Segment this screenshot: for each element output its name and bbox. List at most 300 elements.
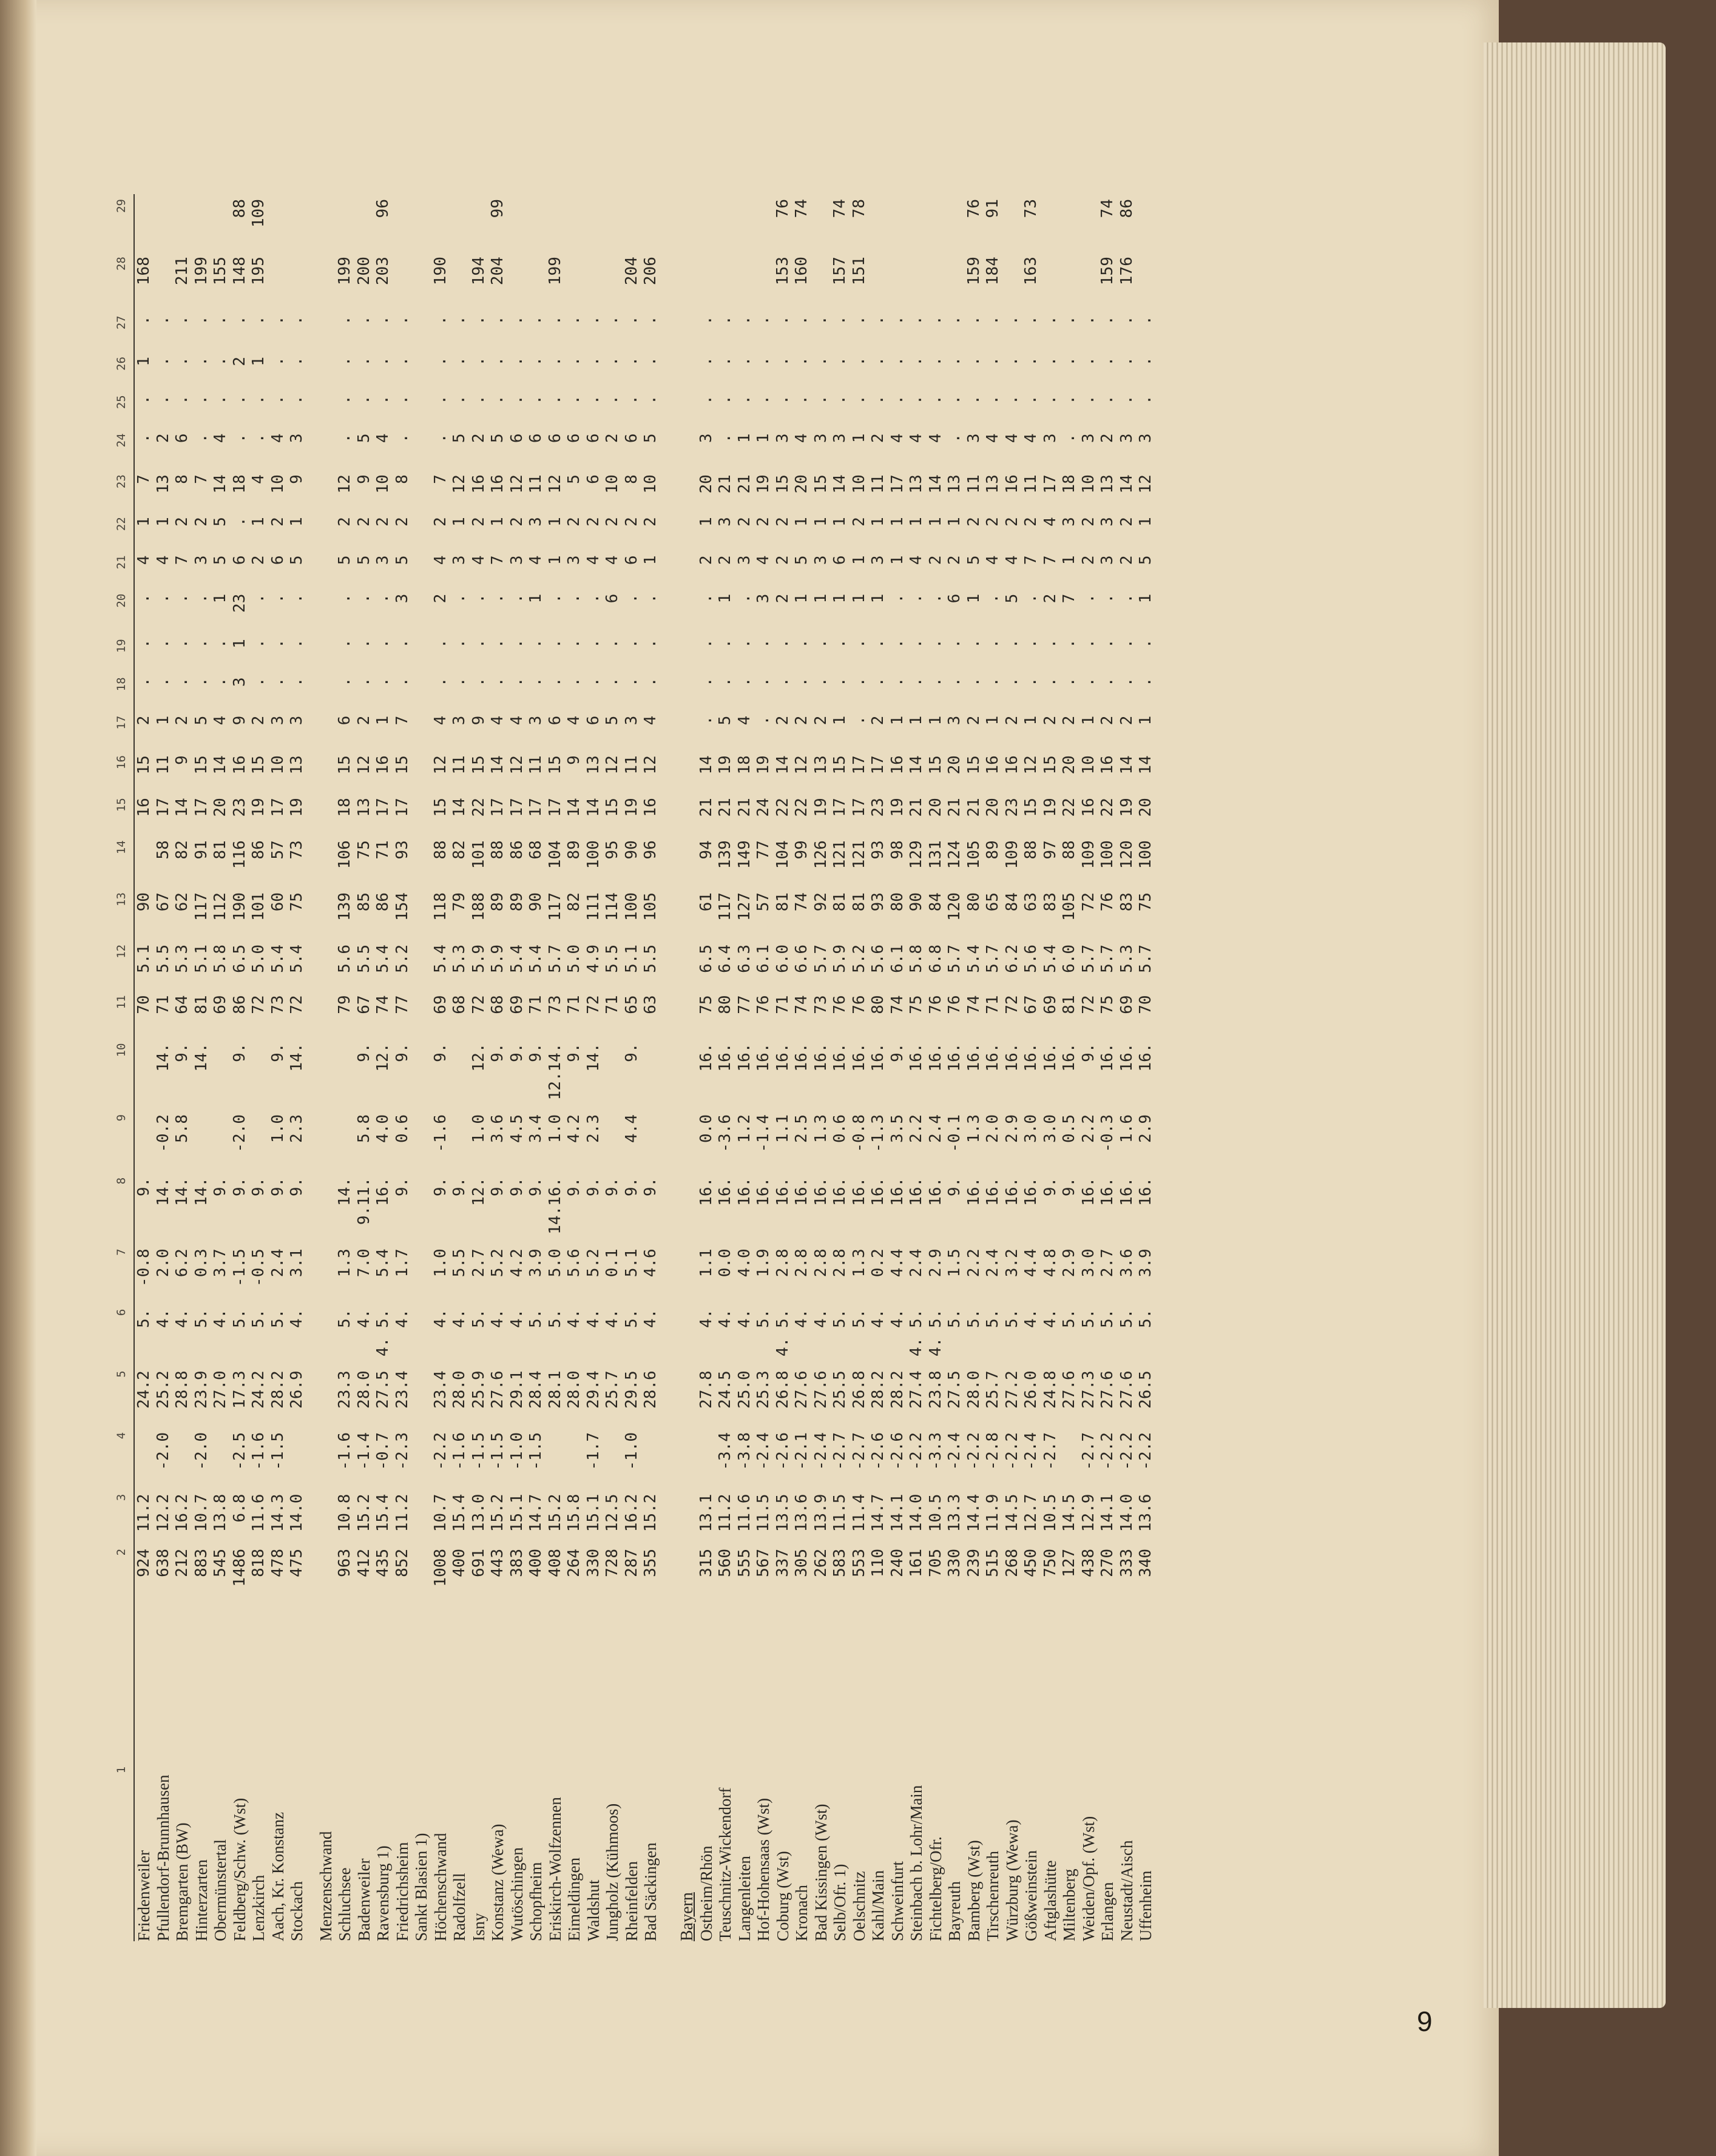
cell-c22: 2 — [431, 517, 450, 527]
cell-c6: 5. — [135, 1309, 153, 1328]
cell-c14: 75 — [354, 840, 373, 860]
cell-c5: 26.5 — [1137, 1370, 1155, 1409]
cell-c8: 9. — [488, 1177, 507, 1197]
station-name: Selb/Ofr. 1) — [831, 1864, 849, 1941]
cell-c10: 9. — [507, 1043, 526, 1062]
cell-c19: . — [792, 639, 811, 648]
cell-c24: . — [230, 433, 249, 443]
table-row — [527, 194, 546, 1941]
cell-c14: 109 — [1079, 840, 1098, 869]
table-row — [355, 194, 374, 1941]
cell-c20 — [412, 589, 431, 635]
cell-c4 — [641, 1427, 661, 1489]
cell-c20 — [317, 589, 336, 635]
cell-c8: 16. — [374, 1177, 392, 1206]
cell-c17: 2 — [1117, 715, 1136, 726]
cell-c4 — [1060, 1427, 1079, 1489]
cell-c18: . — [926, 677, 945, 687]
cell-c25: . — [641, 395, 660, 405]
cell-c5: 26.9 — [288, 1370, 306, 1409]
cell-c8: 14. — [192, 1177, 211, 1206]
cell-c18: . — [622, 677, 641, 687]
cell-c13: 84 — [1002, 892, 1021, 912]
cell-c20: 2 — [773, 593, 792, 604]
cell-c22: 2 — [192, 517, 211, 527]
cell-c20: 1 — [527, 593, 545, 604]
cell-c26: . — [1002, 357, 1021, 366]
cell-c6: 5. — [622, 1309, 641, 1328]
cell-c20: 1 — [869, 593, 887, 604]
cell-c9 — [641, 1110, 661, 1173]
cell-c26: . — [926, 357, 945, 366]
cell-c18: . — [173, 677, 191, 687]
cell-c22: 1 — [135, 517, 153, 527]
cell-c3: 14.7 — [869, 1494, 887, 1532]
cell-c26: . — [565, 357, 583, 366]
cell-c22: 3 — [1098, 517, 1116, 527]
cell-c15: 23 — [1002, 798, 1021, 817]
cell-c16: 15 — [192, 755, 211, 775]
cell-c18: . — [811, 677, 830, 687]
station-name: Bremgarten (BW) — [173, 1822, 191, 1941]
cell-c12: 5.1 — [622, 944, 641, 973]
cell-c14: 86 — [507, 840, 526, 860]
cell-c28: 151 — [850, 257, 868, 286]
cell-c17 — [317, 711, 336, 751]
station-name: Bad Kissingen (Wst) — [811, 1804, 830, 1941]
cell-c11: 75 — [907, 995, 925, 1014]
cell-c28: 159 — [1098, 257, 1116, 286]
cell-c29: 91 — [984, 199, 1002, 218]
cell-c24: . — [945, 433, 964, 443]
cell-c19: . — [584, 639, 603, 648]
cell-c2: 264 — [565, 1548, 583, 1577]
cell-c2: 262 — [811, 1548, 830, 1577]
station-name: Isny — [469, 1913, 488, 1941]
cell-c21: 2 — [773, 555, 792, 565]
cell-c20: . — [173, 593, 191, 604]
cell-c29 — [888, 194, 908, 252]
cell-c20: 6 — [603, 593, 621, 604]
cell-c13: 111 — [584, 892, 603, 921]
cell-c11: 65 — [622, 995, 641, 1014]
cell-c14: 121 — [850, 840, 868, 869]
cell-c14: 96 — [641, 840, 660, 860]
cell-c18: . — [1098, 677, 1116, 687]
cell-c4 — [317, 1427, 336, 1489]
station-name: Tirschenreuth — [984, 1851, 1002, 1941]
cell-c5: 28.0 — [450, 1370, 468, 1409]
cell-c22: 2 — [584, 517, 603, 527]
cell-c5: 28.2 — [869, 1370, 887, 1409]
cell-c4: -1.6 — [450, 1432, 468, 1470]
cell-c4: -2.2 — [964, 1432, 983, 1470]
cell-c15: 17 — [192, 798, 211, 817]
cell-c29 — [1003, 194, 1022, 252]
cell-c24: 4 — [1022, 433, 1040, 443]
cell-c19: . — [1079, 639, 1098, 648]
cell-c27: . — [135, 315, 153, 325]
cell-c13: 86 — [374, 892, 392, 912]
cell-c14 — [412, 835, 431, 888]
cell-c11: 73 — [811, 995, 830, 1014]
cell-c29 — [584, 194, 604, 252]
cell-c6: 5. — [192, 1309, 211, 1328]
cell-c11: 71 — [565, 995, 583, 1014]
cell-c21: 4 — [754, 555, 772, 565]
cell-c8: 16. — [1079, 1177, 1098, 1206]
cell-c22: 2 — [984, 517, 1002, 527]
cell-c22: 1 — [154, 517, 172, 527]
cell-c11: 64 — [173, 995, 191, 1014]
cell-c23: 12 — [336, 474, 354, 494]
cell-c25: . — [393, 395, 411, 405]
cell-c7: 3.0 — [1079, 1248, 1098, 1278]
cell-c3: 14.0 — [1117, 1494, 1136, 1532]
cell-c26: . — [622, 357, 641, 366]
cell-c2: 545 — [211, 1548, 229, 1577]
table-row — [850, 194, 870, 1941]
cell-c6: 5. — [336, 1309, 354, 1328]
cell-c4: -1.6 — [249, 1432, 268, 1470]
cell-c7: 1.3 — [336, 1248, 354, 1278]
cell-c17: . — [850, 715, 868, 726]
cell-c11: 76 — [926, 995, 945, 1014]
cell-c14: 93 — [869, 840, 887, 860]
cell-c21: 4 — [527, 555, 545, 565]
cell-c15: 17 — [488, 798, 507, 817]
cell-c18: . — [773, 677, 792, 687]
cell-c8: 9.11. — [354, 1177, 373, 1225]
cell-c19: . — [374, 639, 392, 648]
cell-c12: 5.0 — [565, 944, 583, 973]
cell-c24: . — [1060, 433, 1078, 443]
cell-c17: 1 — [1079, 715, 1098, 726]
cell-c2: 475 — [288, 1548, 306, 1577]
cell-c20: 6 — [945, 593, 964, 604]
cell-c9: 2.9 — [1137, 1114, 1155, 1143]
cell-c10: 12. — [374, 1043, 392, 1072]
cell-c26: . — [546, 357, 564, 366]
cell-c7: 2.8 — [773, 1248, 792, 1278]
cell-c2: 268 — [1002, 1548, 1021, 1577]
cell-c11: 71 — [527, 995, 545, 1014]
cell-c20: . — [268, 593, 287, 604]
cell-c20: . — [1117, 593, 1136, 604]
cell-c6: 5. — [230, 1309, 249, 1328]
cell-c25: . — [773, 395, 792, 405]
cell-c28: 157 — [831, 257, 849, 286]
column-number: 22 — [103, 512, 134, 550]
cell-c4: -1.5 — [268, 1432, 287, 1470]
cell-c15: 16 — [135, 798, 153, 817]
cell-c27: . — [1098, 315, 1116, 325]
cell-c12: 5.1 — [135, 944, 153, 973]
cell-c13: 76 — [1098, 892, 1116, 912]
cell-c17: 4 — [211, 715, 229, 726]
column-number: 24 — [103, 428, 134, 470]
cell-c12: 5.7 — [984, 944, 1002, 973]
cell-c21: 4 — [584, 555, 603, 565]
cell-c4: -3.4 — [716, 1432, 734, 1470]
cell-c26: 1 — [249, 357, 268, 366]
cell-c13: 81 — [773, 892, 792, 912]
cell-c7: 5.0 — [546, 1248, 564, 1278]
cell-c21: 5 — [354, 555, 373, 565]
cell-c26: . — [984, 357, 1002, 366]
cell-c23: 7 — [431, 474, 450, 484]
cell-c12: 6.0 — [773, 944, 792, 973]
cell-c10: 16. — [697, 1043, 715, 1072]
cell-c22: . — [230, 517, 249, 527]
cell-c19: . — [945, 639, 964, 648]
cell-c27: . — [469, 315, 488, 325]
cell-c23: 11 — [964, 474, 983, 494]
cell-c15: 19 — [1041, 798, 1059, 817]
cell-c15: 19 — [622, 798, 641, 817]
cell-c12: 5.5 — [603, 944, 621, 973]
cell-c15: 21 — [735, 798, 754, 817]
cell-c7: 2.9 — [1060, 1248, 1078, 1278]
cell-c6: 4. — [507, 1309, 526, 1328]
cell-c22: 2 — [393, 517, 411, 527]
cell-c3: 11.2 — [393, 1494, 411, 1532]
cell-c27: . — [546, 315, 564, 325]
cell-c11: 77 — [393, 995, 411, 1014]
station-name: Schopfheim — [527, 1862, 545, 1941]
cell-c20: . — [641, 593, 660, 604]
cell-c12: 5.9 — [488, 944, 507, 973]
cell-c13: 112 — [211, 892, 229, 921]
cell-c4: -3.3 — [926, 1432, 945, 1470]
cell-c17: 1 — [926, 715, 945, 726]
column-number: 20 — [103, 589, 134, 635]
table-row — [470, 194, 489, 1941]
cell-c3: 15.2 — [354, 1494, 373, 1532]
cell-c22: 2 — [336, 517, 354, 527]
cell-c26: 2 — [230, 357, 249, 366]
cell-c3: 13.3 — [945, 1494, 964, 1532]
cell-c26: . — [507, 357, 526, 366]
cell-c21: 3 — [507, 555, 526, 565]
table-row — [249, 194, 269, 1941]
cell-c6 — [317, 1304, 336, 1366]
cell-c14: 100 — [584, 840, 603, 869]
cell-c25: . — [268, 395, 287, 405]
cell-c24: 6 — [546, 433, 564, 443]
book-page-edges — [1484, 42, 1666, 2008]
cell-c6: 4. — [697, 1309, 715, 1328]
cell-c27: . — [1022, 315, 1040, 325]
cell-c18: . — [431, 677, 450, 687]
cell-c4: -2.5 — [230, 1432, 249, 1470]
cell-c13: 188 — [469, 892, 488, 921]
cell-c7: 4.0 — [735, 1248, 754, 1278]
cell-c21: 3 — [450, 555, 468, 565]
cell-c7: 1.7 — [393, 1248, 411, 1278]
cell-c14: 104 — [773, 840, 792, 869]
cell-c6: 4. 5. — [773, 1309, 792, 1356]
cell-c8: 16. — [1022, 1177, 1040, 1206]
cell-c29 — [154, 194, 174, 252]
cell-c2: 555 — [735, 1548, 754, 1577]
cell-c8: 9. — [945, 1177, 964, 1197]
cell-c27: . — [811, 315, 830, 325]
station-name: Schweinfurt — [888, 1861, 907, 1941]
cell-c24: 2 — [469, 433, 488, 443]
cell-c23: 16 — [488, 474, 507, 494]
cell-c13: 90 — [527, 892, 545, 912]
cell-c2: 127 — [1060, 1548, 1078, 1577]
cell-c24: 6 — [507, 433, 526, 443]
cell-c11: 74 — [888, 995, 907, 1014]
cell-c5 — [317, 1366, 336, 1427]
station-name: Teuschnitz-Wickendorf — [716, 1787, 734, 1941]
cell-c19: . — [431, 639, 450, 648]
cell-c12: 5.4 — [507, 944, 526, 973]
cell-c4: -2.6 — [888, 1432, 907, 1470]
cell-c17: 2 — [1002, 715, 1021, 726]
cell-c3: 15.8 — [565, 1494, 583, 1532]
cell-c25: . — [527, 395, 545, 405]
table-row — [412, 194, 431, 1941]
cell-c4: -2.8 — [984, 1432, 1002, 1470]
cell-c14: 100 — [1137, 840, 1155, 869]
cell-c11: 74 — [792, 995, 811, 1014]
station-name: Eriskirch-Wolfzennen — [546, 1797, 564, 1941]
cell-c4 — [412, 1427, 431, 1489]
cell-c26: . — [773, 357, 792, 366]
cell-c24: 5 — [354, 433, 373, 443]
cell-c12: 5.4 — [431, 944, 450, 973]
cell-c24: 4 — [374, 433, 392, 443]
cell-c5: 28.0 — [354, 1370, 373, 1409]
cell-c5: 27.3 — [1079, 1370, 1098, 1409]
cell-c9 — [211, 1110, 231, 1173]
cell-c25: . — [192, 395, 211, 405]
cell-c8: 16. — [735, 1177, 754, 1206]
cell-c7: 3.9 — [527, 1248, 545, 1278]
table-row — [1022, 194, 1041, 1941]
cell-c14: 88 — [1060, 840, 1078, 860]
cell-c10: 16. — [907, 1043, 925, 1072]
table-row — [1041, 194, 1061, 1941]
cell-c20: . — [336, 593, 354, 604]
cell-c5: 23.8 — [926, 1370, 945, 1409]
cell-c23: 13 — [984, 474, 1002, 494]
cell-c28: 211 — [173, 257, 191, 286]
cell-c18: . — [888, 677, 907, 687]
cell-c15: 19 — [888, 798, 907, 817]
cell-c27: . — [716, 315, 734, 325]
station-name: Kronach — [792, 1885, 811, 1941]
cell-c3: 12.5 — [603, 1494, 621, 1532]
cell-c23: 7 — [192, 474, 211, 484]
table-row — [336, 194, 355, 1941]
cell-c4: -2.0 — [154, 1432, 172, 1470]
cell-c28 — [1041, 252, 1061, 311]
cell-c5 — [412, 1366, 431, 1427]
cell-c13: 82 — [565, 892, 583, 912]
cell-c23: 18 — [1060, 474, 1078, 494]
cell-c13: 75 — [1137, 892, 1155, 912]
cell-c4: -1.0 — [507, 1432, 526, 1470]
column-number: 4 — [103, 1427, 134, 1489]
cell-c6: 4. — [431, 1309, 450, 1328]
cell-c17: 1 — [831, 715, 849, 726]
cell-c28 — [450, 252, 470, 311]
cell-c2: 705 — [926, 1548, 945, 1577]
cell-c9: 4.2 — [565, 1114, 583, 1143]
cell-c10: 9. — [268, 1043, 287, 1062]
cell-c6: 4. — [565, 1309, 583, 1328]
cell-c5: 25.7 — [984, 1370, 1002, 1409]
cell-c22: 1 — [697, 517, 715, 527]
cell-c10: 16. — [1002, 1043, 1021, 1072]
cell-c14: 149 — [735, 840, 754, 869]
cell-c13: 62 — [173, 892, 191, 912]
table-row — [450, 194, 470, 1941]
cell-c5: 27.6 — [792, 1370, 811, 1409]
cell-c28 — [508, 252, 527, 311]
cell-c10: 14. — [192, 1043, 211, 1072]
cell-c14: 71 — [374, 840, 392, 860]
cell-c10 — [412, 1039, 431, 1110]
table-row — [812, 194, 831, 1941]
cell-c20: . — [374, 593, 392, 604]
cell-c26: . — [288, 357, 306, 366]
cell-c10: 12. — [469, 1043, 488, 1072]
cell-c7: 1.0 — [431, 1248, 450, 1278]
cell-c5: 28.6 — [641, 1370, 660, 1409]
cell-c16: 14 — [1117, 755, 1136, 775]
column-number: 9 — [103, 1110, 134, 1173]
cell-c3: 14.5 — [1060, 1494, 1078, 1532]
cell-c3: 11.6 — [249, 1494, 268, 1532]
cell-c11: 68 — [488, 995, 507, 1014]
column-number: 25 — [103, 390, 134, 428]
cell-c12: 5.8 — [211, 944, 229, 973]
cell-c2: 818 — [249, 1548, 268, 1577]
cell-c24: 4 — [211, 433, 229, 443]
cell-c3 — [412, 1489, 431, 1544]
cell-c24: 4 — [1002, 433, 1021, 443]
column-number: 16 — [103, 750, 134, 793]
cell-c8: 16. — [811, 1177, 830, 1206]
cell-c2: 110 — [869, 1548, 887, 1577]
table-row — [288, 194, 307, 1941]
cell-c5: 23.4 — [431, 1370, 450, 1409]
cell-c7: 7.0 — [354, 1248, 373, 1278]
cell-c6: 4. — [792, 1309, 811, 1328]
cell-c5: 27.4 — [907, 1370, 925, 1409]
cell-c16: 15 — [926, 755, 945, 775]
cell-c22: 1 — [831, 517, 849, 527]
cell-c10: 9. — [622, 1043, 641, 1062]
cell-c18: . — [488, 677, 507, 687]
cell-c18: . — [984, 677, 1002, 687]
cell-c13: 65 — [984, 892, 1002, 912]
cell-c15: 18 — [336, 798, 354, 817]
cell-c16: 15 — [546, 755, 564, 775]
cell-c16: 11 — [154, 755, 172, 775]
cell-c9 — [192, 1110, 212, 1173]
cell-c19: . — [622, 639, 641, 648]
cell-c27 — [412, 311, 431, 352]
cell-c27: . — [984, 315, 1002, 325]
cell-c24: 6 — [584, 433, 603, 443]
cell-c5: 17.3 — [230, 1370, 249, 1409]
